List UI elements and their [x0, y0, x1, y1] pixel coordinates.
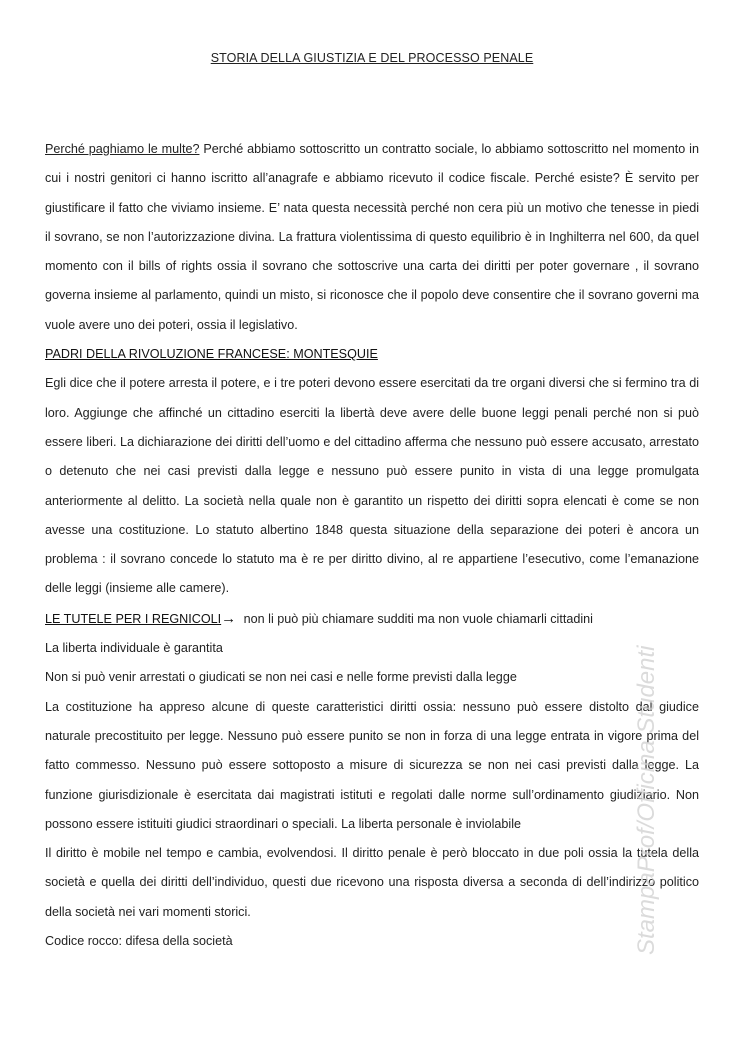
question-lead: Perché paghiamo le multe?: [45, 142, 200, 156]
document-body: [45, 135, 699, 956]
section-heading-tutele: [45, 604, 699, 634]
paragraph-codice-rocco: Codice rocco: difesa della società: [45, 934, 233, 949]
paragraph-intro-text: Perché abbiamo sottoscritto un contratto sociale, lo abbiamo sottoscritto nel momento in cui i nostri genitori ci hanno iscritto all’anagrafe e abbiamo ricevuto il codice fiscale. Perché esiste? È servito per giustificare il fatto che viviamo insieme. E’ nata questa necessità perché non cera più un motivo che tenesse in piedi il sovrano, se non l’autorizzazione divina. La frattura violentissima di questo equilibrio è in Inghilterra nel 600, da quel momento con il bills of rights ossia il sovrano che sottoscrive una carta dei diritti per poter governare , il sovrano governa insieme al parlamento, quindi un misto, si riconosce che il popolo deve consentire che il sovrano governi ma vuole avere uno dei poteri, ossia il legislativo.: [45, 142, 699, 332]
paragraph-arresto: Non si può venir arrestati o giudicati se non nei casi e nelle forme previsti dalla legge: [45, 670, 517, 685]
section-heading-tutele-label: LE TUTELE PER I REGNICOLI: [45, 611, 222, 626]
section-heading-tutele-text: non li può più chiamare sudditi ma non vuole chiamarli cittadini: [240, 611, 593, 626]
paragraph-liberta: La liberta individuale è garantita: [45, 641, 223, 656]
paragraph-intro: [45, 135, 699, 340]
arrow-right-icon: →: [221, 609, 237, 627]
paragraph-costituzione: La costituzione ha appreso alcune di queste caratteristici diritti ossia: nessuno può essere distolto dal giudice naturale precostituito per legge. Nessuno può essere punito se non in forza di una legge entrata in vigore prima del fatto commesso. Nessuno può essere sottoposto a misure di sicurezza se non nei casi previsti dalla legge. La funzione giurisdizionale è esercitata dai magistrati istituti e regolati dalle norme sull’ordinamento giudiziario. Non possono essere istituiti giudici straordinari o speciali. La liberta personale è inviolabile: [45, 699, 699, 831]
watermark-text: StampaProf/Officina Studenti: [633, 645, 660, 955]
section-heading-montesquieu: PADRI DELLA RIVOLUZIONE FRANCESE: MONTESQUIE: [45, 347, 378, 362]
paragraph-diritto-mobile: Il diritto è mobile nel tempo e cambia, evolvendosi. Il diritto penale è però bloccato in due poli ossia la tutela della società e quella dei diritti dell’individuo, questi due ricevono una risposta diversa a seconda di dell’indirizzo politico della società nei vari momenti storici.: [45, 846, 699, 919]
paragraph-montesquieu: Egli dice che il potere arresta il potere, e i tre poteri devono essere esercitati da tre organi diversi che si fermino tra di loro. Aggiunge che affinché un cittadino eserciti la libertà deve avere delle buone leggi penali perché non si può essere liberi. La dichiarazione dei diritti dell’uomo e del cittadino afferma che nessuno può essere accusato, arrestato o detenuto che nei casi previsti dalla legge e nessuno può essere punito in vista di una legge promulgata anteriormente al delitto. La società nella quale non è garantito un rispetto dei diritti sopra elencati è come se non avesse una costituzione. Lo statuto albertino 1848 questa situazione della separazione dei poteri è ancora un problema : il sovrano concede lo statuto ma è re per diritto divino, al re appartiene l’esecutivo, come l’emanazione delle leggi (insieme alle camere).: [45, 376, 699, 596]
document-title: STORIA DELLA GIUSTIZIA E DEL PROCESSO PENALE: [210, 51, 534, 65]
